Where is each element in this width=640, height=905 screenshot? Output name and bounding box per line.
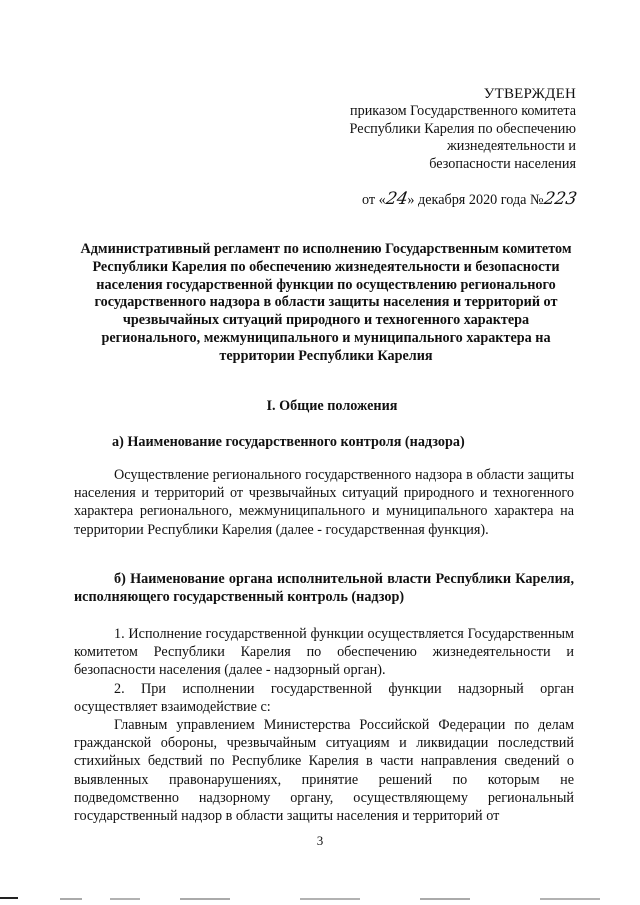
scan-edge-artifact: [0, 892, 640, 902]
date-prefix: от «: [361, 192, 386, 209]
subsection-b-heading: б) Наименование органа исполнительной власти Республики Карелия, исполняющего государственный контроль (надзор): [74, 571, 574, 606]
handwritten-order-number: 223: [541, 189, 578, 210]
approval-line: Республики Карелия по обеспечению: [349, 120, 576, 137]
page-number: 3: [316, 833, 324, 848]
approval-line: приказом Государственного комитета: [350, 103, 576, 120]
approval-date-line: [276, 191, 576, 209]
handwritten-day: 24: [384, 189, 410, 210]
subsection-a-heading: а) Наименование государственного контроля (надзора): [112, 434, 465, 450]
paragraph-1: 1. Исполнение государственной функции осуществляется Государственным комитетом Республики Карелия по обеспечению жизнедеятельности и безопасности населения (далее - надзорный орган).: [74, 626, 574, 679]
approval-title: УТВЕРЖДЕН: [483, 86, 576, 102]
section-heading: I. Общие положения: [266, 398, 398, 414]
date-middle: » декабря 2020 года №: [407, 192, 544, 209]
approval-line: безопасности населения: [429, 155, 576, 172]
paragraph-3: Главным управлением Министерства Российской Федерации по делам гражданской обороны, чрезвычайным ситуациям и ликвидации последствий стихийных бедствий по Республике Карелия в части направления сведений о выявленных правонарушениях, принятие решений по которым не подведомственно надзорному органу, осуществляющему региональный государственный надзор в области защиты населения и территорий от: [74, 717, 574, 825]
document-title: Административный регламент по исполнению Государственным комитетом Республики Карелия по обеспечению жизнедеятельности и безопасности населения государственной функции по осуществлению регионального государственного надзора в области защиты населения и территорий от чрезвычайных ситуаций природного и техногенного характера регионального, межмуниципального и муниципального характера на территории Республики Карелия: [80, 241, 572, 364]
paragraph-a: Осуществление регионального государственного надзора в области защиты населения и территорий от чрезвычайных ситуаций природного и техногенного характера регионального, межмуниципального и муниципального характера на территории Республики Карелия (далее - государственная функция).: [74, 467, 574, 538]
approval-block: [276, 86, 576, 209]
approval-line: жизнедеятельности и: [446, 138, 576, 155]
paragraph-2: 2. При исполнении государственной функции надзорный орган осуществляет взаимодействие с:: [74, 681, 574, 716]
